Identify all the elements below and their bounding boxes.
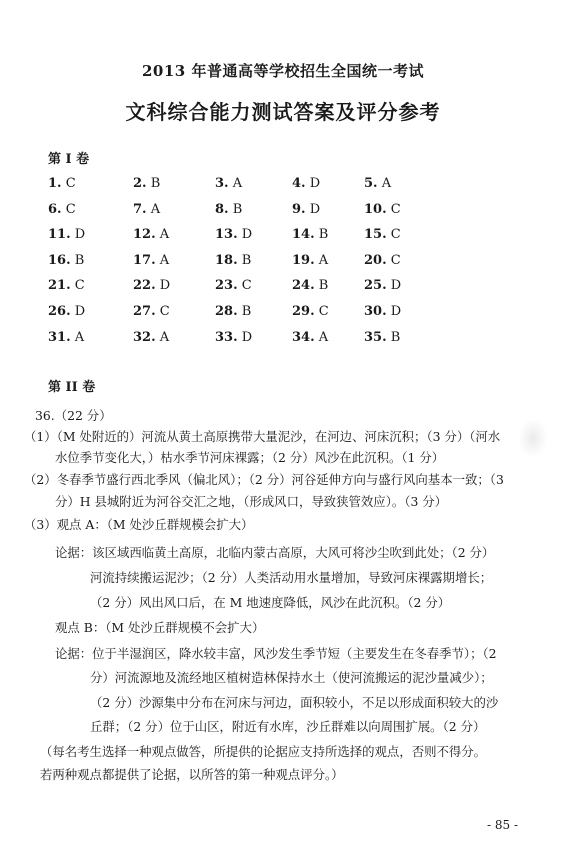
answer-letter: C [390,252,401,268]
answer-letter: D [74,303,86,319]
answer-item [364,330,400,345]
answer-item [48,330,84,345]
answer-letter: D [74,227,86,243]
answer-item [133,278,170,293]
answer-line: （3）观点 A：（M 处沙丘群规模会扩大） [24,517,254,532]
question-number: 31. [48,329,71,345]
answer-letter: C [390,201,401,217]
question-number: 27. [133,303,156,319]
answer-item [215,253,251,268]
question-number: 35. [364,329,387,345]
answer-letter: B [232,201,243,217]
exam-title: 2013 年普通高等学校招生全国统一考试 [142,62,424,80]
answer-key-title: 文科综合能力测试答案及评分参考 [125,100,441,124]
answer-letter: C [65,176,76,191]
question-number: 2. [133,176,147,191]
answer-letter: C [65,201,76,217]
question-number: 1. [48,176,62,191]
answer-item [48,253,84,268]
answer-letter: A [150,201,161,217]
answer-line: （2 分）沙源集中分布在河床与河边，面积较小，不足以形成面积较大的沙 [90,695,499,710]
question-number: 7. [133,201,147,217]
answer-letter: B [318,278,329,294]
answer-item [364,253,401,268]
question-number: 15. [364,227,387,243]
question-number: 28. [215,303,238,319]
question-36-heading: 36.（22 分） [35,408,112,423]
answer-letter: C [241,278,252,294]
question-number: 8. [215,201,229,217]
question-number: 5. [364,176,378,191]
question-number: 6. [48,201,62,217]
answer-letter: B [74,252,85,268]
question-number: 32. [133,329,156,345]
answer-item [215,176,242,191]
answer-letter: A [381,176,392,191]
answer-item [364,176,391,191]
question-number: 26. [48,303,71,319]
answer-item [133,253,169,268]
question-number: 10. [364,201,387,217]
answer-item [292,202,320,217]
page-number: - 85 - [486,818,518,832]
answer-row [48,176,508,202]
question-number: 23. [215,278,238,294]
question-number: 30. [364,303,387,319]
question-number: 34. [292,329,315,345]
answer-item [364,304,401,319]
answer-item [292,278,328,293]
question-number: 18. [215,252,238,268]
answer-item [215,330,252,345]
answer-letter: B [150,176,161,191]
answer-line: 丘群；（2 分）位于山区，附近有水库，沙丘群难以向周围扩展。（2 分） [90,719,486,734]
answer-item [364,202,401,217]
scan-smudge [518,418,548,458]
answer-grid [48,176,508,355]
question-number: 19. [292,252,315,268]
answer-letter: A [318,252,329,268]
question-number: 33. [215,329,238,345]
answer-letter: A [318,329,329,345]
answer-letter: D [390,303,402,319]
answer-line: 论据：该区域西临黄土高原，北临内蒙古高原，大风可将沙尘吹到此处；（2 分） [55,545,495,560]
answer-item [133,176,160,191]
answer-item [48,227,85,242]
question-number: 11. [48,227,71,243]
answer-item [48,176,76,191]
answer-line: 论据：位于半湿润区，降水较丰富，风沙发生季节短（主要发生在冬春季节）；（2 [55,646,497,661]
answer-item [292,330,328,345]
answer-item [133,330,169,345]
answer-item [48,202,76,217]
answer-line: （2）冬春季节盛行西北季风（偏北风）；（2 分）河谷延伸方向与盛行风向基本一致；（3 [24,472,504,487]
answer-letter: A [232,176,243,191]
answer-item [133,202,160,217]
question-number: 13. [215,227,238,243]
answer-line: （每名考生选择一种观点做答，所提供的论据应支持所选择的观点，否则不得分。 [40,744,487,759]
answer-line: （2 分）风出风口后，在 M 地速度降低，风沙在此沉积。（2 分） [90,595,451,610]
question-number: 20. [364,252,387,268]
answer-letter: C [390,227,401,243]
answer-item [133,304,170,319]
answer-letter: D [241,227,253,243]
answer-letter: D [309,201,321,217]
answer-item [215,278,252,293]
question-number: 4. [292,176,306,191]
answer-letter: A [159,329,170,345]
answer-item [292,176,320,191]
question-number: 25. [364,278,387,294]
answer-item [48,304,85,319]
answer-letter: C [318,303,329,319]
answer-item [292,253,328,268]
question-number: 3. [215,176,229,191]
answer-item [292,304,329,319]
section-1-heading: 第 I 卷 [48,152,90,167]
answer-row [48,202,508,228]
answer-item [364,227,401,242]
answer-letter: B [390,329,401,345]
answer-letter: D [309,176,321,191]
question-number: 16. [48,252,71,268]
answer-row [48,330,508,356]
question-number: 12. [133,227,156,243]
answer-row [48,304,508,330]
answer-letter: D [241,329,253,345]
answer-row [48,253,508,279]
answer-item [133,227,169,242]
answer-letter: D [159,278,171,294]
question-number: 21. [48,278,71,294]
answer-letter: B [241,303,252,319]
answer-line: 若两种观点都提供了论据，以所答的第一种观点评分。） [40,767,344,782]
question-number: 17. [133,252,156,268]
answer-letter: A [159,252,170,268]
answer-row [48,278,508,304]
answer-item [215,202,242,217]
section-2-heading: 第 II 卷 [48,380,96,395]
answer-item [292,227,328,242]
answer-letter: A [159,227,170,243]
answer-letter: B [241,252,252,268]
answer-line: （1）（M 处附近的）河流从黄土高原携带大量泥沙，在河边、河床沉积；（3 分）（河水 [24,429,501,444]
answer-line: 水位季节变化大，）枯水季节河床裸露；（2 分）风沙在此沉积。（1 分） [55,450,445,465]
answer-line: 分）河流源地及流经地区植树造林保持水土（使河流搬运的泥沙量减少）； [90,670,493,685]
question-number: 9. [292,201,306,217]
question-number: 14. [292,227,315,243]
answer-letter: C [159,303,170,319]
answer-letter: D [390,278,402,294]
answer-line: 分）H 县城附近为河谷交汇之地，（形成风口，导致狭管效应）。（3 分） [55,494,448,509]
question-number: 24. [292,278,315,294]
answer-letter: A [74,329,85,345]
answer-line: 观点 B：（M 处沙丘群规模不会扩大） [55,620,265,635]
answer-letter: C [74,278,85,294]
question-number: 22. [133,278,156,294]
answer-line: 河流持续搬运泥沙；（2 分）人类活动用水量增加，导致河床裸露期增长； [90,570,493,585]
answer-item [215,304,251,319]
answer-item [48,278,85,293]
question-number: 29. [292,303,315,319]
answer-row [48,227,508,253]
answer-item [215,227,252,242]
answer-item [364,278,401,293]
answer-letter: B [318,227,329,243]
